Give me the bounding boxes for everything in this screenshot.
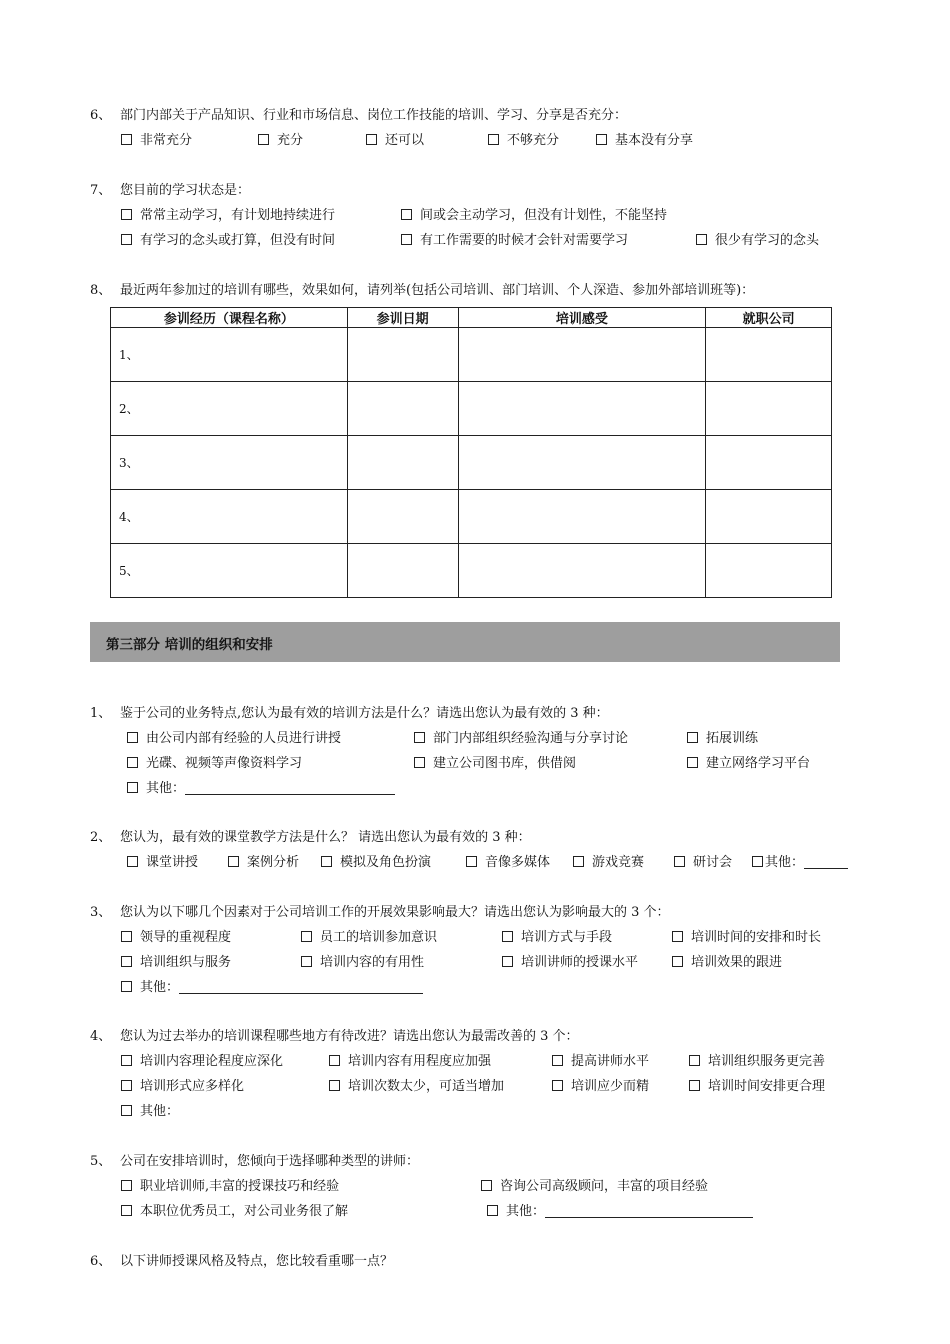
checkbox-icon[interactable] xyxy=(321,856,332,867)
checkbox-icon[interactable] xyxy=(481,1180,492,1191)
question-text: 您认为过去举办的培训课程哪些地方有待改进？请选出您认为最需改善的 3 个： xyxy=(120,1029,579,1044)
option-checkbox[interactable] xyxy=(414,752,576,771)
checkbox-icon[interactable] xyxy=(329,1055,340,1066)
checkbox-icon[interactable] xyxy=(687,732,698,743)
checkbox-icon[interactable] xyxy=(687,757,698,768)
checkbox-icon[interactable] xyxy=(228,856,239,867)
option-checkbox[interactable] xyxy=(401,229,628,248)
option-label: 其他： xyxy=(140,980,180,995)
table-cell[interactable] xyxy=(458,544,706,598)
section-header-bar xyxy=(90,622,840,662)
other-input-line[interactable] xyxy=(179,981,423,994)
option-checkbox[interactable] xyxy=(502,926,612,945)
checkbox-icon[interactable] xyxy=(672,931,683,942)
checkbox-icon[interactable] xyxy=(121,1055,132,1066)
checkbox-icon[interactable] xyxy=(121,981,132,992)
option-label: 不够充分 xyxy=(507,133,560,148)
column-header: 参训日期 xyxy=(347,308,458,328)
table-cell[interactable] xyxy=(458,490,706,544)
option-label: 充分 xyxy=(277,133,304,148)
option-label: 员工的培训参加意识 xyxy=(320,930,438,945)
row-number-cell[interactable]: 2、 xyxy=(111,382,348,436)
option-checkbox[interactable] xyxy=(121,1200,348,1219)
option-label: 光碟、视频等声像资料学习 xyxy=(146,756,303,771)
column-header: 参训经历（课程名称） xyxy=(111,308,348,328)
other-input-line[interactable] xyxy=(804,856,848,869)
table-cell[interactable] xyxy=(347,382,458,436)
option-checkbox-other[interactable] xyxy=(127,777,395,796)
column-header: 就职公司 xyxy=(706,308,832,328)
option-label: 培训时间安排更合理 xyxy=(708,1079,826,1094)
option-checkbox-other[interactable] xyxy=(121,976,423,995)
option-checkbox-other[interactable] xyxy=(752,851,848,870)
option-checkbox[interactable] xyxy=(672,951,782,970)
option-checkbox[interactable] xyxy=(552,1050,649,1069)
checkbox-icon[interactable] xyxy=(674,856,685,867)
checkbox-icon[interactable] xyxy=(127,782,138,793)
question-number: 6、 xyxy=(90,108,112,123)
checkbox-icon[interactable] xyxy=(258,134,269,145)
checkbox-icon[interactable] xyxy=(689,1080,700,1091)
training-history-table xyxy=(110,307,832,598)
option-checkbox[interactable] xyxy=(121,926,231,945)
checkbox-icon[interactable] xyxy=(329,1080,340,1091)
option-checkbox[interactable] xyxy=(689,1075,825,1094)
checkbox-icon[interactable] xyxy=(696,234,707,245)
checkbox-icon[interactable] xyxy=(596,134,607,145)
option-checkbox[interactable] xyxy=(674,851,732,870)
table-cell[interactable] xyxy=(347,544,458,598)
option-checkbox[interactable] xyxy=(121,1050,283,1069)
option-label: 培训应少而精 xyxy=(571,1079,650,1094)
option-checkbox[interactable] xyxy=(329,1050,491,1069)
option-label: 培训次数太少，可适当增加 xyxy=(348,1079,505,1094)
option-label: 培训形式应多样化 xyxy=(140,1079,245,1094)
option-checkbox[interactable] xyxy=(301,926,437,945)
option-label: 音像多媒体 xyxy=(485,855,551,870)
option-label: 培训方式与手段 xyxy=(521,930,613,945)
option-checkbox[interactable] xyxy=(121,1175,339,1194)
checkbox-icon[interactable] xyxy=(127,732,138,743)
option-label: 拓展训练 xyxy=(706,731,759,746)
checkbox-icon[interactable] xyxy=(414,732,425,743)
checkbox-icon[interactable] xyxy=(127,856,138,867)
option-checkbox[interactable] xyxy=(127,752,302,771)
checkbox-icon[interactable] xyxy=(752,856,763,867)
option-checkbox[interactable] xyxy=(481,1175,708,1194)
option-label: 培训讲师的授课水平 xyxy=(521,955,639,970)
option-label: 培训组织与服务 xyxy=(140,955,232,970)
checkbox-icon[interactable] xyxy=(502,956,513,967)
row-number-cell[interactable]: 3、 xyxy=(111,436,348,490)
checkbox-icon[interactable] xyxy=(401,234,412,245)
option-checkbox[interactable] xyxy=(552,1075,649,1094)
option-label: 培训内容的有用性 xyxy=(320,955,425,970)
option-checkbox[interactable] xyxy=(121,229,335,248)
section-title: 第三部分 培训的组织和安排 xyxy=(106,637,273,653)
option-checkbox-other[interactable] xyxy=(121,1100,179,1119)
option-checkbox[interactable] xyxy=(366,129,424,148)
option-label: 咨询公司高级顾问，丰富的项目经验 xyxy=(500,1179,709,1194)
option-checkbox[interactable] xyxy=(488,129,559,148)
checkbox-icon[interactable] xyxy=(121,1105,132,1116)
other-input-line[interactable] xyxy=(185,782,395,795)
checkbox-icon[interactable] xyxy=(672,956,683,967)
table-cell[interactable] xyxy=(347,328,458,382)
option-checkbox[interactable] xyxy=(321,851,431,870)
table-cell[interactable] xyxy=(706,436,832,490)
checkbox-icon[interactable] xyxy=(552,1055,563,1066)
option-label: 非常充分 xyxy=(140,133,193,148)
option-label: 研讨会 xyxy=(693,855,733,870)
row-number-cell[interactable]: 5、 xyxy=(111,544,348,598)
option-label: 部门内部组织经验沟通与分享讨论 xyxy=(433,731,629,746)
question-text: 部门内部关于产品知识、行业和市场信息、岗位工作技能的培训、学习、分享是否充分： xyxy=(120,108,628,123)
option-checkbox[interactable] xyxy=(466,851,550,870)
question-number: 7、 xyxy=(90,183,112,198)
checkbox-icon[interactable] xyxy=(121,1205,132,1216)
row-number-cell[interactable]: 1、 xyxy=(111,328,348,382)
question-number: 8、 xyxy=(90,283,112,298)
question-number: 6、 xyxy=(90,1254,112,1269)
table-header-row xyxy=(111,308,832,328)
checkbox-icon[interactable] xyxy=(301,956,312,967)
option-label: 其他： xyxy=(765,855,805,870)
option-label: 其他： xyxy=(506,1204,546,1219)
question-number: 1、 xyxy=(90,706,112,721)
question-number: 4、 xyxy=(90,1029,112,1044)
option-label: 建立公司图书库，供借阅 xyxy=(433,756,577,771)
option-label: 建立网络学习平台 xyxy=(706,756,811,771)
question-number: 5、 xyxy=(90,1154,112,1169)
checkbox-icon[interactable] xyxy=(488,134,499,145)
option-label: 间或会主动学习，但没有计划性，不能坚持 xyxy=(420,208,668,223)
option-label: 有工作需要的时候才会针对需要学习 xyxy=(420,233,629,248)
option-checkbox[interactable] xyxy=(228,851,299,870)
question-text: 以下讲师授课风格及特点，您比较看重哪一点？ xyxy=(120,1254,394,1269)
option-label: 由公司内部有经验的人员进行讲授 xyxy=(146,731,342,746)
checkbox-icon[interactable] xyxy=(121,1080,132,1091)
table-row xyxy=(111,436,832,490)
option-label: 培训内容有用程度应加强 xyxy=(348,1054,492,1069)
option-label: 还可以 xyxy=(385,133,425,148)
option-checkbox[interactable] xyxy=(687,727,758,746)
option-checkbox[interactable] xyxy=(121,951,231,970)
table-cell[interactable] xyxy=(347,490,458,544)
checkbox-icon[interactable] xyxy=(121,931,132,942)
checkbox-icon[interactable] xyxy=(121,209,132,220)
option-checkbox[interactable] xyxy=(414,727,628,746)
table-cell[interactable] xyxy=(458,382,706,436)
question-text: 鉴于公司的业务特点,您认为最有效的培训方法是什么？请选出您认为最有效的 3 种： xyxy=(120,706,609,721)
table-row xyxy=(111,382,832,436)
option-label: 培训内容理论程度应深化 xyxy=(140,1054,284,1069)
option-label: 模拟及角色扮演 xyxy=(340,855,432,870)
question-number: 3、 xyxy=(90,905,112,920)
option-label: 很少有学习的念头 xyxy=(715,233,820,248)
option-label: 其他： xyxy=(140,1104,180,1119)
checkbox-icon[interactable] xyxy=(466,856,477,867)
option-checkbox[interactable] xyxy=(127,851,198,870)
option-label: 游戏竞赛 xyxy=(592,855,645,870)
option-checkbox[interactable] xyxy=(689,1050,825,1069)
question-text: 您认为以下哪几个因素对于公司培训工作的开展效果影响最大？请选出您认为影响最大的 3 个： xyxy=(120,905,670,920)
option-checkbox[interactable] xyxy=(301,951,424,970)
table-cell[interactable] xyxy=(458,328,706,382)
option-checkbox[interactable] xyxy=(672,926,821,945)
checkbox-icon[interactable] xyxy=(366,134,377,145)
option-checkbox-other[interactable] xyxy=(487,1200,753,1219)
question-number: 2、 xyxy=(90,830,112,845)
option-label: 基本没有分享 xyxy=(615,133,694,148)
checkbox-icon[interactable] xyxy=(121,956,132,967)
option-checkbox[interactable] xyxy=(258,129,303,148)
option-checkbox[interactable] xyxy=(596,129,693,148)
row-number-cell[interactable]: 4、 xyxy=(111,490,348,544)
option-checkbox[interactable] xyxy=(121,129,192,148)
option-label: 其他： xyxy=(146,781,186,796)
checkbox-icon[interactable] xyxy=(127,757,138,768)
table-cell[interactable] xyxy=(706,490,832,544)
option-label: 培训效果的跟进 xyxy=(691,955,783,970)
option-label: 领导的重视程度 xyxy=(140,930,232,945)
option-label: 职业培训师,丰富的授课技巧和经验 xyxy=(140,1179,340,1194)
table-cell[interactable] xyxy=(458,436,706,490)
table-cell[interactable] xyxy=(706,544,832,598)
checkbox-icon[interactable] xyxy=(573,856,584,867)
checkbox-icon[interactable] xyxy=(121,234,132,245)
question-text: 您目前的学习状态是： xyxy=(120,183,251,198)
table-row xyxy=(111,544,832,598)
option-label: 提高讲师水平 xyxy=(571,1054,650,1069)
checkbox-icon[interactable] xyxy=(401,209,412,220)
option-checkbox[interactable] xyxy=(329,1075,504,1094)
checkbox-icon[interactable] xyxy=(301,931,312,942)
option-label: 本职位优秀员工，对公司业务很了解 xyxy=(140,1204,349,1219)
column-header: 培训感受 xyxy=(458,308,706,328)
question-text: 公司在安排培训时，您倾向于选择哪种类型的讲师： xyxy=(120,1154,420,1169)
option-label: 课堂讲授 xyxy=(146,855,199,870)
option-checkbox[interactable] xyxy=(502,951,638,970)
question-text: 最近两年参加过的培训有哪些，效果如何，请列举(包括公司培训、部门培训、个人深造、参加外部培训班等)： xyxy=(120,283,755,298)
option-label: 培训组织服务更完善 xyxy=(708,1054,826,1069)
option-label: 常常主动学习，有计划地持续进行 xyxy=(140,208,336,223)
table-cell[interactable] xyxy=(347,436,458,490)
option-checkbox[interactable] xyxy=(401,204,667,223)
table-cell[interactable] xyxy=(706,382,832,436)
checkbox-icon[interactable] xyxy=(689,1055,700,1066)
option-checkbox[interactable] xyxy=(573,851,644,870)
table-row xyxy=(111,328,832,382)
other-input-line[interactable] xyxy=(545,1205,753,1218)
option-label: 案例分析 xyxy=(247,855,300,870)
option-label: 培训时间的安排和时长 xyxy=(691,930,822,945)
checkbox-icon[interactable] xyxy=(502,931,513,942)
option-checkbox[interactable] xyxy=(687,752,810,771)
checkbox-icon[interactable] xyxy=(414,757,425,768)
option-checkbox[interactable] xyxy=(127,727,341,746)
option-checkbox[interactable] xyxy=(121,204,335,223)
checkbox-icon[interactable] xyxy=(121,1180,132,1191)
table-cell[interactable] xyxy=(706,328,832,382)
checkbox-icon[interactable] xyxy=(552,1080,563,1091)
checkbox-icon[interactable] xyxy=(121,134,132,145)
question-text: 您认为，最有效的课堂教学方法是什么？ 请选出您认为最有效的 3 种： xyxy=(120,830,531,845)
table-row xyxy=(111,490,832,544)
checkbox-icon[interactable] xyxy=(487,1205,498,1216)
option-label: 有学习的念头或打算，但没有时间 xyxy=(140,233,336,248)
option-checkbox[interactable] xyxy=(121,1075,244,1094)
option-checkbox[interactable] xyxy=(696,229,819,248)
